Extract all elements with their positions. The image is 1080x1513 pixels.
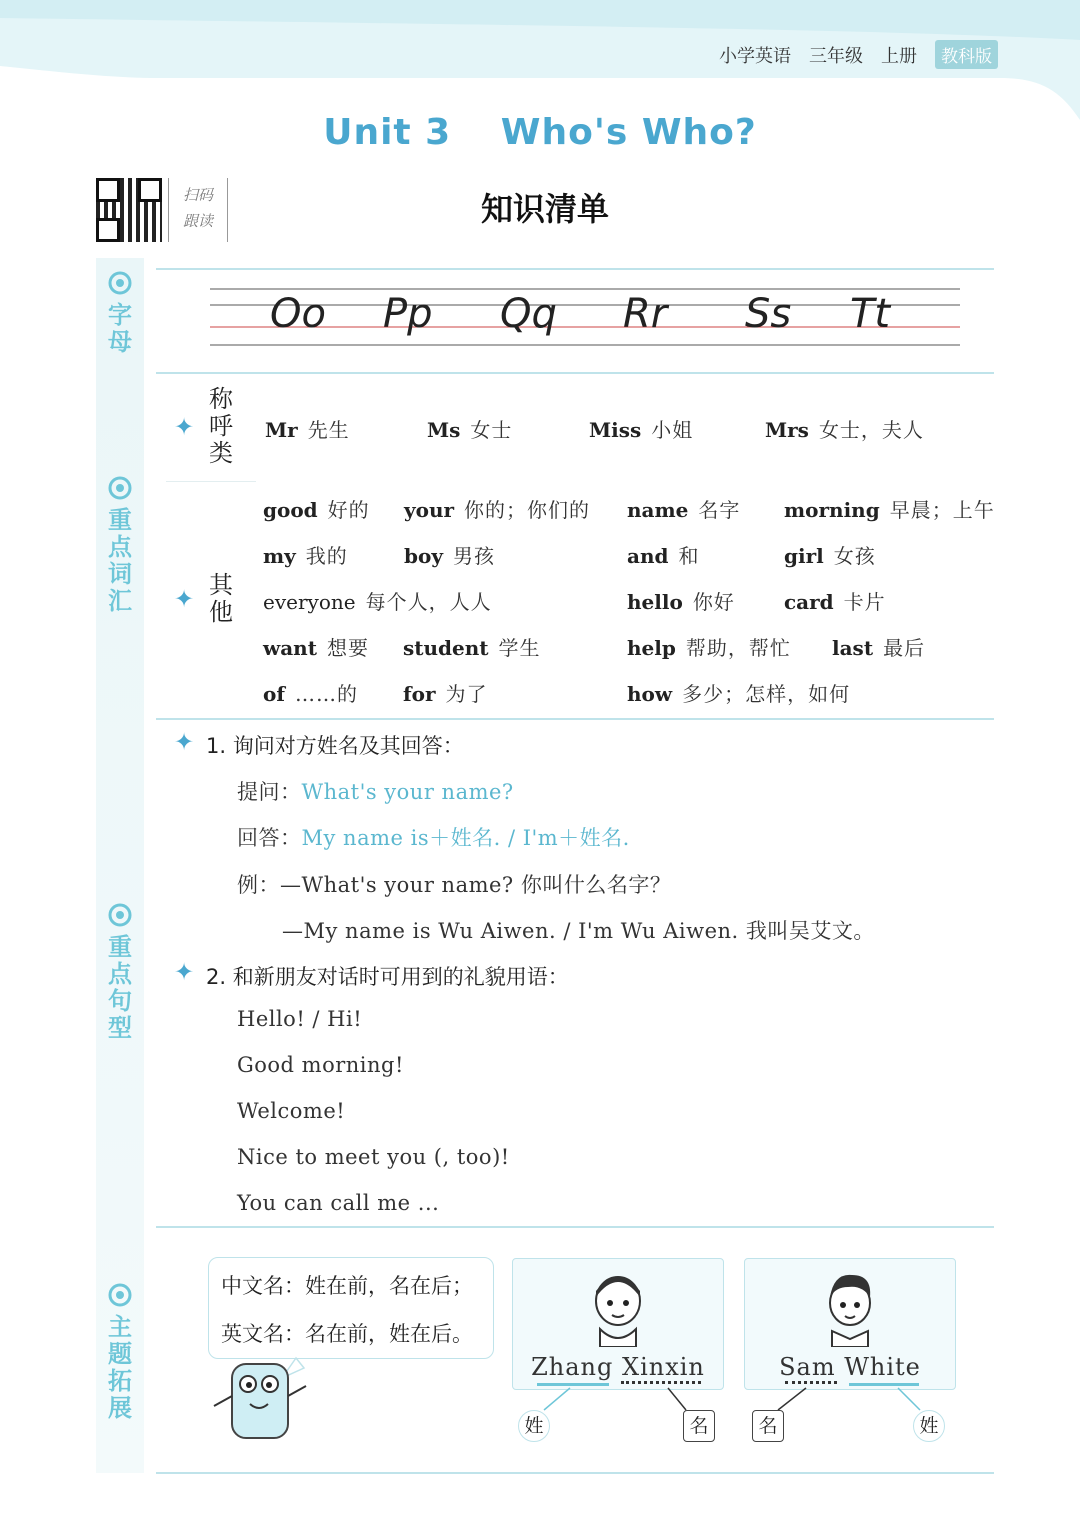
example-line-2: —My name is Wu Aiwen. / I'm Wu Aiwen. 我叫吴艾文。	[282, 919, 875, 943]
vocab-word: girl 女孩	[784, 544, 876, 568]
vocab-category-titles: 称呼类	[209, 385, 233, 467]
vocab-word: how 多少；怎样，如何	[627, 682, 851, 706]
vocab-word: Miss 小姐	[589, 418, 694, 442]
vocab-word: everyone 每个人，人人	[263, 590, 492, 614]
given-name-label: 名	[752, 1410, 784, 1442]
surname-label: 姓	[518, 1410, 550, 1442]
vocab-word: Mrs 女士，夫人	[765, 418, 924, 442]
vocab-word: of ……的	[263, 682, 358, 706]
example-line-1: 例：—What's your name? 你叫什么名字？	[237, 873, 672, 897]
surname-label: 姓	[913, 1410, 945, 1442]
qr-label-line1: 扫码	[182, 186, 213, 204]
book-header	[719, 40, 998, 69]
bubble-line-english-name: 英文名：名在前，姓在后。	[221, 1322, 473, 1346]
qr-label	[168, 178, 228, 242]
star-icon: ✦	[174, 413, 195, 441]
polite-phrase: Good morning!	[237, 1053, 404, 1077]
answer-line: 回答：My name is＋姓名. / I'm＋姓名.	[237, 826, 630, 850]
star-icon: ✦	[174, 958, 195, 986]
mascot-icon	[208, 1356, 318, 1446]
divider	[166, 481, 256, 482]
section-label-vocab: 重点词汇	[96, 475, 144, 615]
letter-tt: Tt	[850, 291, 891, 337]
vocab-word: last 最后	[832, 636, 926, 660]
vocab-word: Mr 先生	[265, 418, 350, 442]
divider	[156, 1472, 994, 1474]
letter-oo: Oo	[270, 291, 326, 337]
name-connector-lines	[500, 1386, 980, 1446]
vocab-word: student 学生	[403, 636, 541, 660]
header-subject: 小学英语	[719, 45, 791, 67]
target-icon	[107, 475, 133, 501]
header-edition-badge: 教科版	[935, 40, 998, 69]
qr-code[interactable]	[96, 178, 162, 242]
section-label-theme: 主题拓展	[96, 1282, 144, 1422]
polite-phrase: Welcome!	[237, 1099, 346, 1123]
target-icon	[107, 1282, 133, 1308]
unit-title	[0, 112, 1080, 153]
given-name-underline	[621, 1381, 701, 1384]
polite-phrase: Hello! / Hi!	[237, 1007, 363, 1031]
page-subtitle: 知识清单	[480, 190, 609, 228]
bubble-line-chinese-name: 中文名：姓在前，名在后；	[221, 1274, 473, 1298]
divider	[156, 718, 994, 720]
vocab-word: morning 早晨；上午	[784, 498, 995, 522]
vocab-word: good 好的	[263, 498, 370, 522]
boy-avatar-icon	[818, 1267, 882, 1347]
sentence-heading-2: 2. 和新朋友对话时可用到的礼貌用语：	[206, 965, 569, 989]
vocab-word: name 名字	[627, 498, 741, 522]
divider	[156, 1226, 994, 1228]
vocab-word: and 和	[627, 544, 700, 568]
divider	[156, 268, 994, 270]
name-card-sam	[744, 1258, 956, 1390]
name-zhang-xinxin: Zhang Xinxin	[531, 1353, 705, 1381]
divider	[156, 372, 994, 374]
qr-label-line2: 跟读	[182, 212, 213, 230]
vocab-word: your 你的；你们的	[404, 498, 591, 522]
letter-writing-lines	[205, 275, 965, 355]
speech-bubble	[208, 1257, 494, 1359]
header-volume: 上册	[881, 45, 917, 67]
target-icon	[107, 902, 133, 928]
polite-phrase: Nice to meet you (, too)!	[237, 1145, 510, 1169]
name-card-zhang	[512, 1258, 724, 1390]
letter-rr: Rr	[623, 291, 668, 337]
vocab-word: my 我的	[263, 544, 348, 568]
vocab-word: boy 男孩	[404, 544, 495, 568]
ask-line: 提问：What's your name?	[237, 780, 514, 804]
given-name-underline	[785, 1381, 837, 1384]
star-icon: ✦	[174, 585, 195, 613]
letter-pp: Pp	[383, 291, 433, 337]
letter-ss: Ss	[745, 291, 792, 337]
header-grade: 三年级	[809, 45, 863, 67]
unit-name: Who's Who?	[500, 112, 757, 153]
name-sam-white: Sam White	[779, 1353, 921, 1381]
star-icon: ✦	[174, 728, 195, 756]
polite-phrase: You can call me ...	[237, 1191, 440, 1215]
vocab-category-other: 其他	[209, 571, 233, 626]
vocab-word: Ms 女士	[427, 418, 513, 442]
vocab-word: help 帮助，帮忙	[627, 636, 791, 660]
given-name-label: 名	[683, 1410, 715, 1442]
section-label-letters: 字母	[96, 270, 144, 356]
letter-qq: Qq	[500, 291, 557, 337]
target-icon	[107, 270, 133, 296]
girl-avatar-icon	[586, 1267, 650, 1347]
sentence-heading-1: 1. 询问对方姓名及其回答：	[206, 734, 464, 758]
vocab-word: card 卡片	[784, 590, 886, 614]
section-label-sentences: 重点句型	[96, 902, 144, 1042]
vocab-word: for 为了	[403, 682, 488, 706]
vocab-word: hello 你好	[627, 590, 735, 614]
unit-number: Unit 3	[323, 112, 452, 153]
vocab-word: want 想要	[263, 636, 369, 660]
